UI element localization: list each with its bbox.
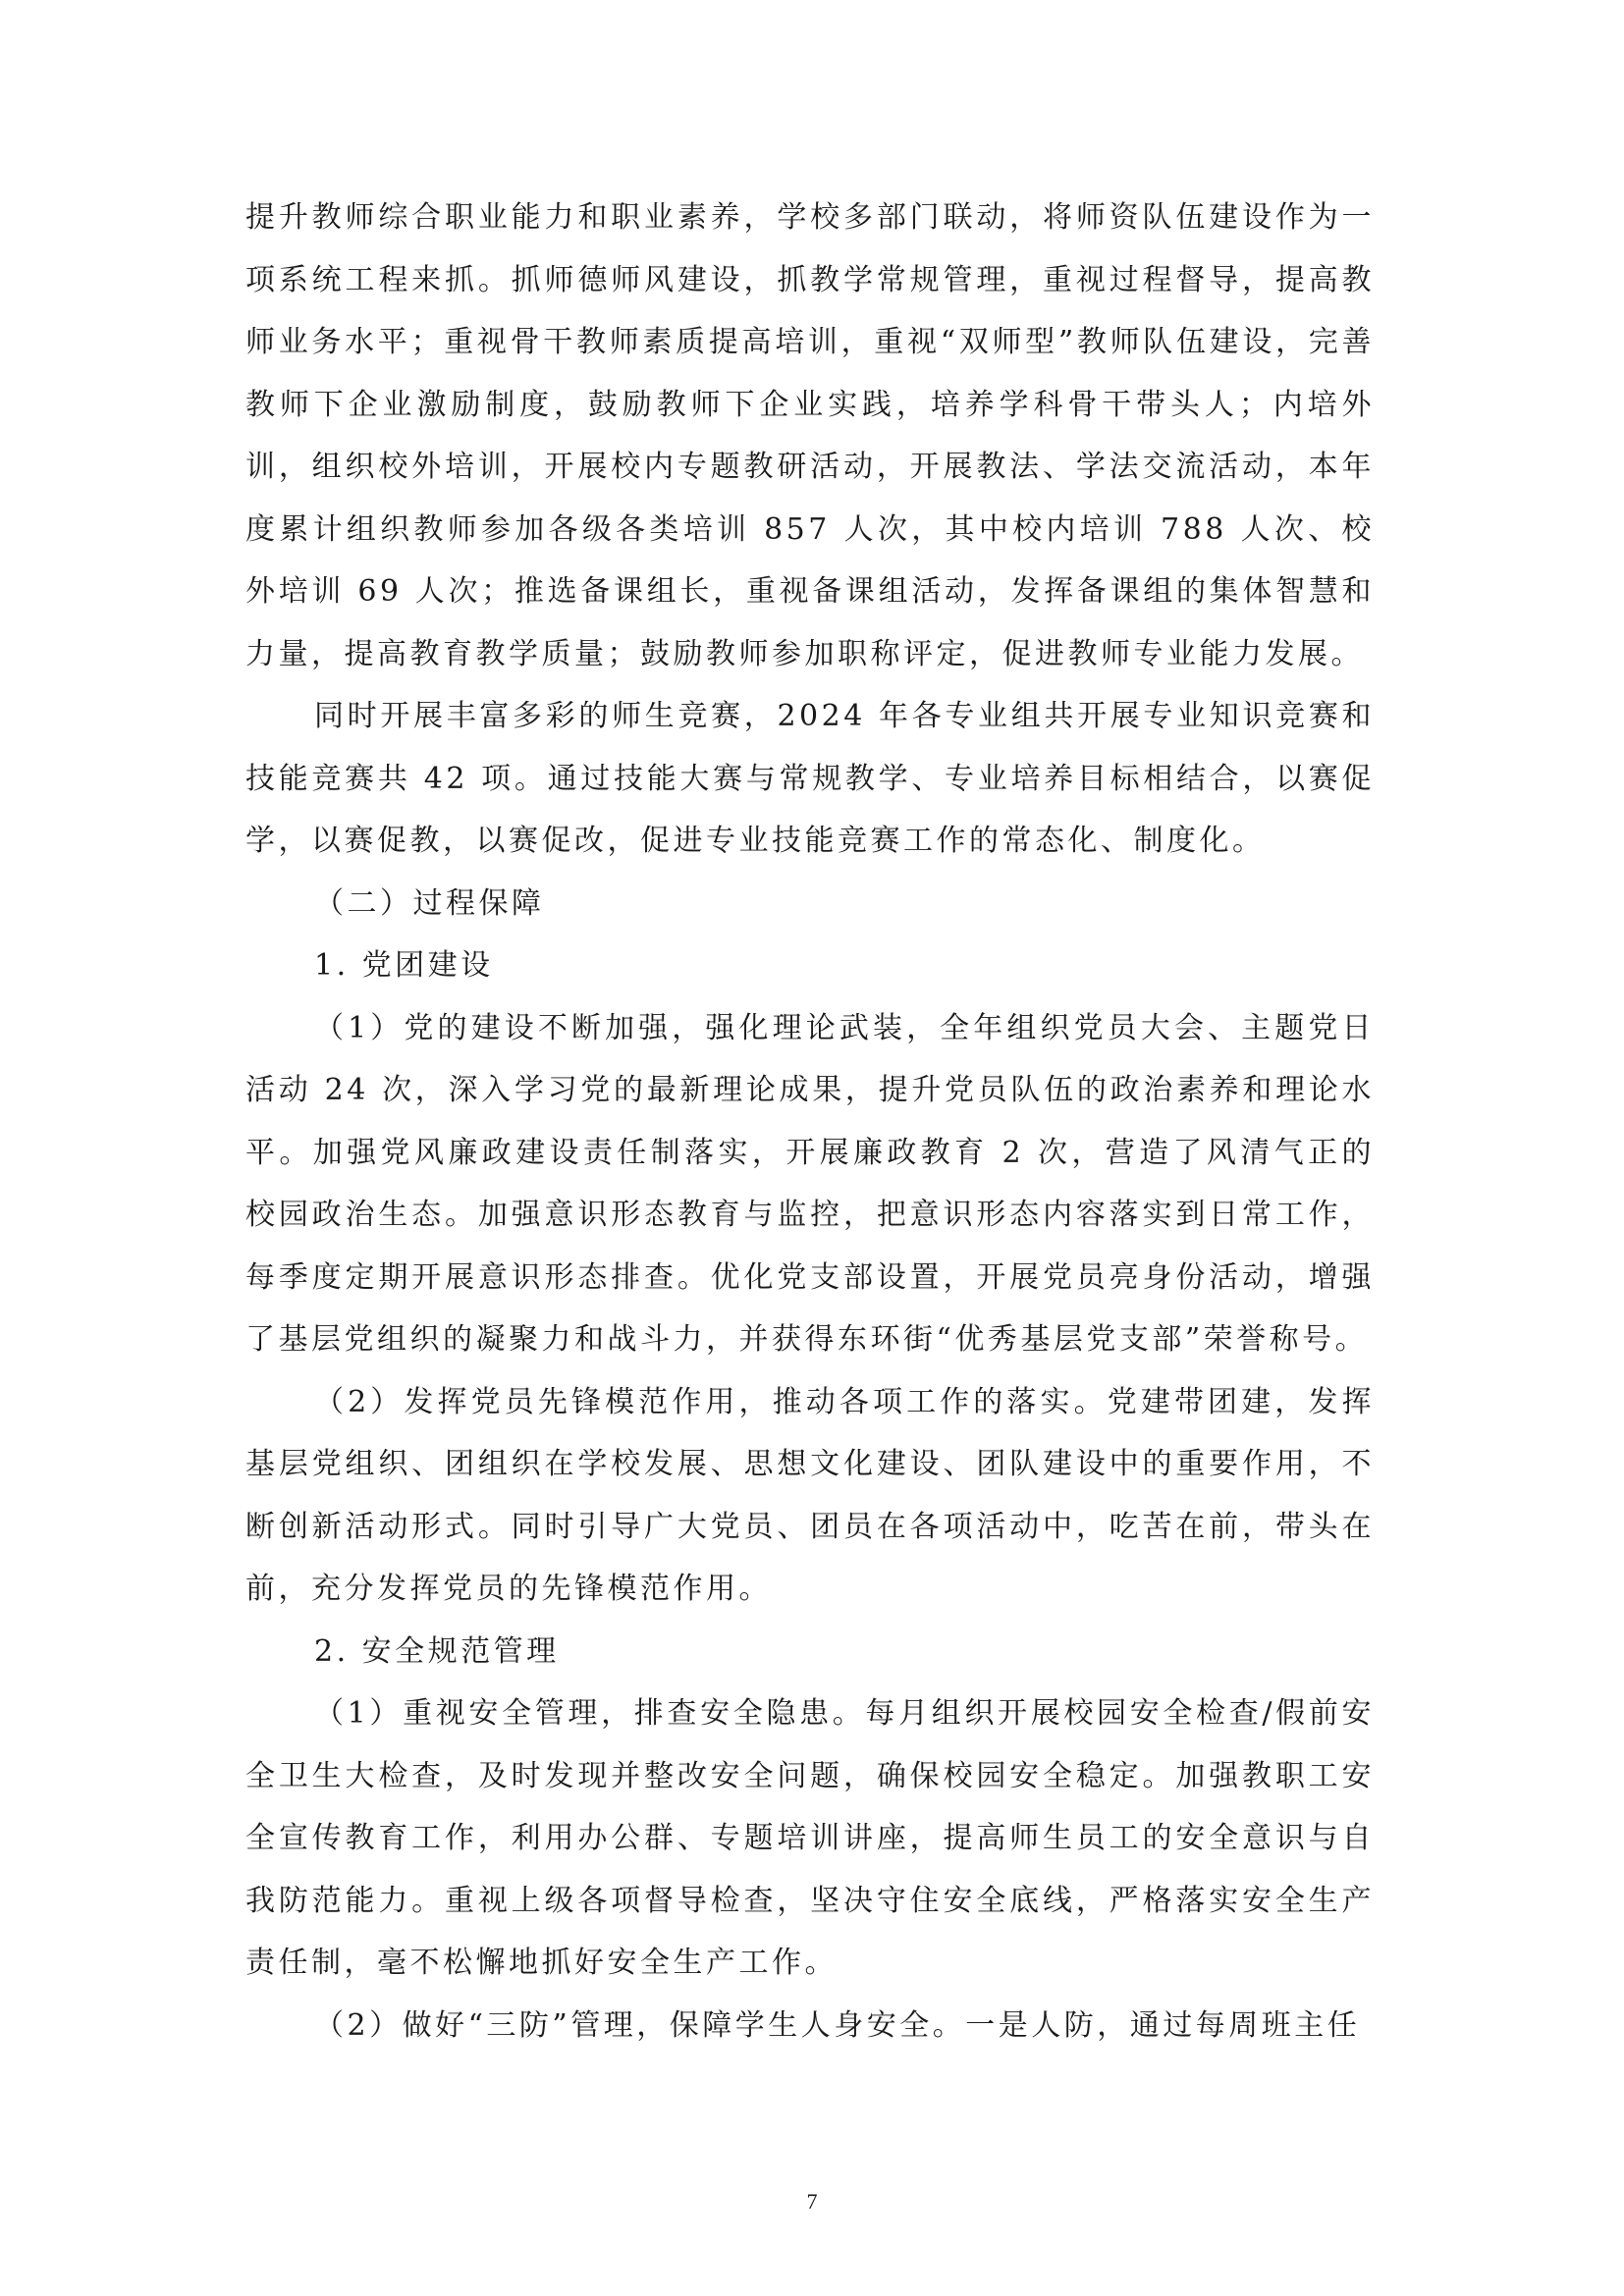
- page-content: [245, 187, 1375, 2056]
- paragraph-safety-inspection: （1）重视安全管理，排查安全隐患。每月组织开展校园安全检查/假前安全卫生大检查，及时发现并整改安全问题，确保校园安全稳定。加强教职工安全宣传教育工作，利用办公群、专题培训讲座，提高师生员工的安全意识与自我防范能力。重视上级各项督导检查，坚决守住安全底线，严格落实安全生产责任制，毫不松懈地抓好安全生产工作。: [245, 1696, 1375, 1980]
- page-number: 7: [806, 2189, 818, 2214]
- paragraph-party-construction: （1）党的建设不断加强，强化理论武装，全年组织党员大会、主题党日活动 24 次，深入学习党的最新理论成果，提升党员队伍的政治素养和理论水平。加强党风廉政建设责任制落实，开展廉政教育 2 次，营造了风清气正的校园政治生态。加强意识形态教育与监控，把意识形态内容落实到日常工作，每季度定期开展意识形态排查。优化党支部设置，开展党员亮身份活动，增强了基层党组织的凝聚力和战斗力，并获得东环街“优秀基层党支部”荣誉称号。: [245, 1010, 1375, 1357]
- subsection-heading-safety-management: 2. 安全规范管理: [314, 1633, 560, 1669]
- paragraph-competitions: 同时开展丰富多彩的师生竞赛，2024 年各专业组共开展专业知识竞赛和技能竞赛共 42 项。通过技能大赛与常规教学、专业培养目标相结合，以赛促学，以赛促教，以赛促改，促进专业技能竞赛工作的常态化、制度化。: [245, 699, 1375, 858]
- section-heading-process-guarantee: （二）过程保障: [314, 885, 545, 921]
- paragraph-teacher-training: 提升教师综合职业能力和职业素养，学校多部门联动，将师资队伍建设作为一项系统工程来抓。抓师德师风建设，抓教学常规管理，重视过程督导，提高教师业务水平；重视骨干教师素质提高培训，重视“双师型”教师队伍建设，完善教师下企业激励制度，鼓励教师下企业实践，培养学科骨干带头人；内培外训，组织校外培训，开展校内专题教研活动，开展教法、学法交流活动，本年度累计组织教师参加各级各类培训 857 人次，其中校内培训 788 人次、校外培训 69 人次；推选备课组长，重视备课组活动，发挥备课组的集体智慧和力量，提高教育教学质量；鼓励教师参加职称评定，促进教师专业能力发展。: [245, 200, 1375, 671]
- paragraph-three-defenses: （2）做好“三防”管理，保障学生人身安全。一是人防，通过每周班主任: [314, 2007, 1361, 2043]
- subsection-heading-party-building: 1. 党团建设: [314, 948, 494, 983]
- paragraph-party-members-role: （2）发挥党员先锋模范作用，推动各项工作的落实。党建带团建，发挥基层党组织、团组织在学校发展、思想文化建设、团队建设中的重要作用，不断创新活动形式。同时引导广大党员、团员在各项活动中，吃苦在前，带头在前，充分发挥党员的先锋模范作用。: [245, 1384, 1375, 1606]
